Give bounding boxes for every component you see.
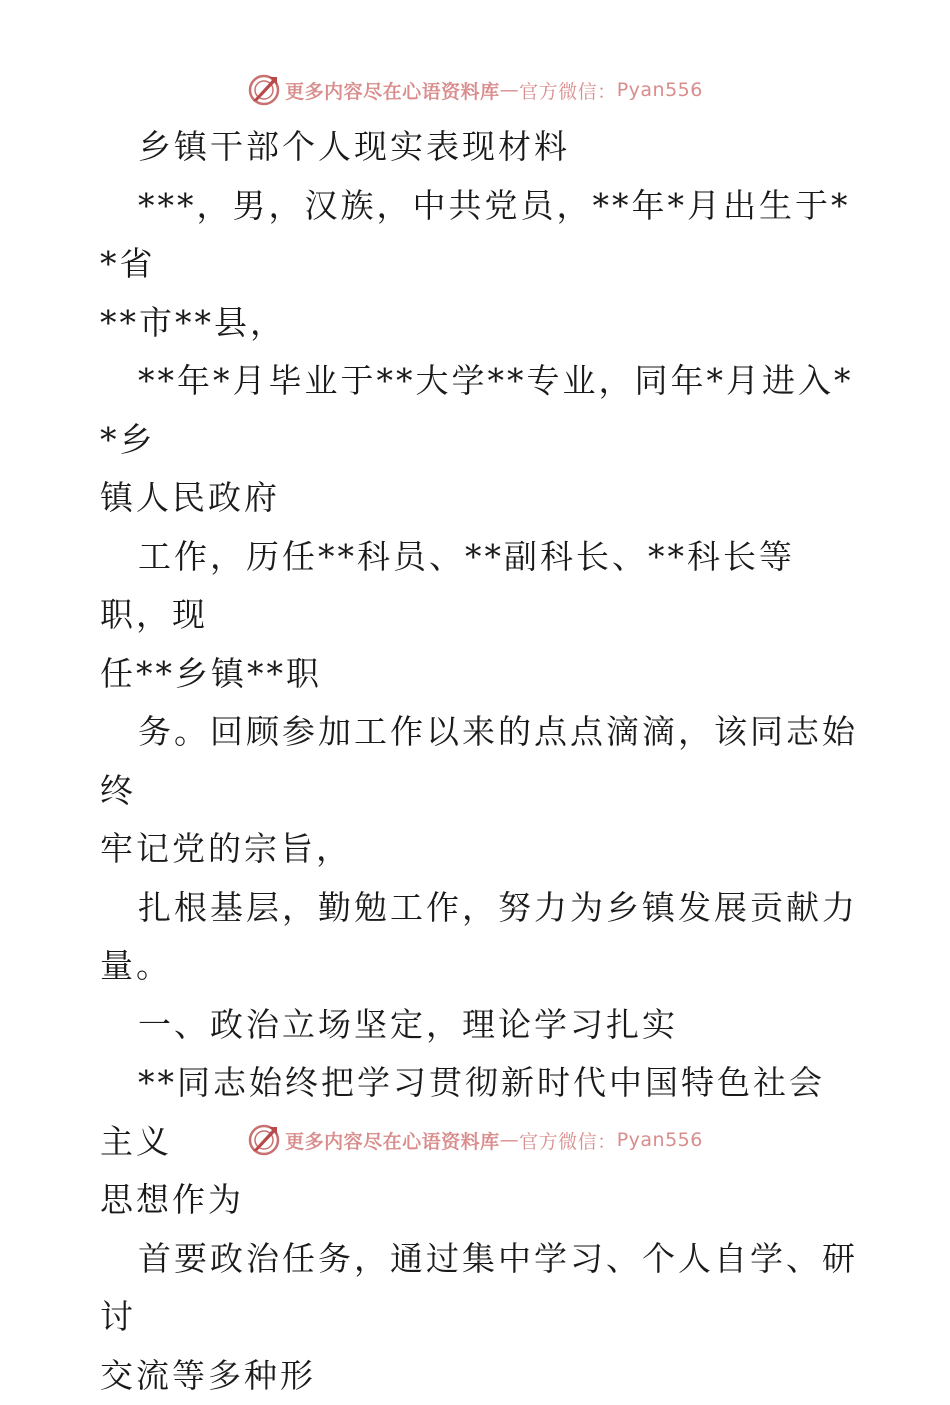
document-line bbox=[100, 1171, 860, 1230]
quill-logo-icon bbox=[247, 73, 281, 107]
document-line-text: 务。回顾参加工作以来的点点滴滴，该同志始终 bbox=[100, 712, 858, 810]
document-line-text: ***，男，汉族，中共党员，**年*月出生于**省 bbox=[100, 186, 851, 284]
document-line bbox=[100, 820, 860, 879]
document-line bbox=[100, 1230, 860, 1347]
watermark-official-label: 官方微信： bbox=[519, 77, 617, 104]
document-line bbox=[100, 879, 860, 938]
document-line-text: **年*月毕业于**大学**专业，同年*月进入**乡 bbox=[100, 361, 854, 459]
document-line bbox=[100, 645, 860, 704]
document-line-text: 思想作为 bbox=[100, 1180, 244, 1219]
document-line bbox=[100, 528, 860, 645]
document-line-text: **同志始终把学习贯彻新时代中国特色社会主义 bbox=[100, 1063, 825, 1161]
document-line bbox=[100, 937, 860, 996]
document-line-text: 一、政治立场坚定，理论学习扎实 bbox=[138, 1005, 678, 1044]
document-line-text: 量。 bbox=[100, 946, 172, 985]
watermark-wechat-id: Pyan556 bbox=[617, 79, 703, 101]
document-line-text: 工作，历任**科员、**副科长、**科长等职，现 bbox=[100, 537, 795, 635]
document-line-text: 镇人民政府 bbox=[100, 478, 280, 517]
document-line bbox=[100, 469, 860, 528]
document-title-text: 乡镇干部个人现实表现材料 bbox=[138, 127, 570, 166]
document-line-text: 任**乡镇**职 bbox=[100, 654, 322, 693]
watermark-brand: 更多内容尽在心语资料库 bbox=[285, 77, 500, 104]
document-lines bbox=[100, 177, 860, 1405]
document-line-text: 牢记党的宗旨， bbox=[100, 829, 352, 868]
watermark-brand: 更多内容尽在心语资料库 bbox=[285, 1127, 500, 1154]
watermark-wechat-id: Pyan556 bbox=[617, 1129, 703, 1151]
document-body bbox=[100, 118, 860, 1405]
document-line bbox=[100, 177, 860, 294]
quill-logo-icon bbox=[247, 1123, 281, 1157]
document-line-text: 首要政治任务，通过集中学习、个人自学、研讨 bbox=[100, 1239, 858, 1337]
document-line-text: 扎根基层，勤勉工作，努力为乡镇发展贡献力 bbox=[138, 888, 858, 927]
watermark-dash: — bbox=[500, 79, 520, 101]
document-line-text: **市**县， bbox=[100, 303, 286, 342]
document-line bbox=[100, 294, 860, 353]
document-title bbox=[100, 118, 860, 177]
document-line bbox=[100, 996, 860, 1055]
document-line bbox=[100, 703, 860, 820]
document-line bbox=[100, 352, 860, 469]
watermark-dash: — bbox=[500, 1129, 520, 1151]
document-line-text: 交流等多种形 bbox=[100, 1356, 316, 1395]
watermark-official-label: 官方微信： bbox=[519, 1127, 617, 1154]
document-line bbox=[100, 1347, 860, 1405]
header-watermark bbox=[0, 70, 950, 110]
footer-watermark bbox=[0, 1120, 950, 1160]
